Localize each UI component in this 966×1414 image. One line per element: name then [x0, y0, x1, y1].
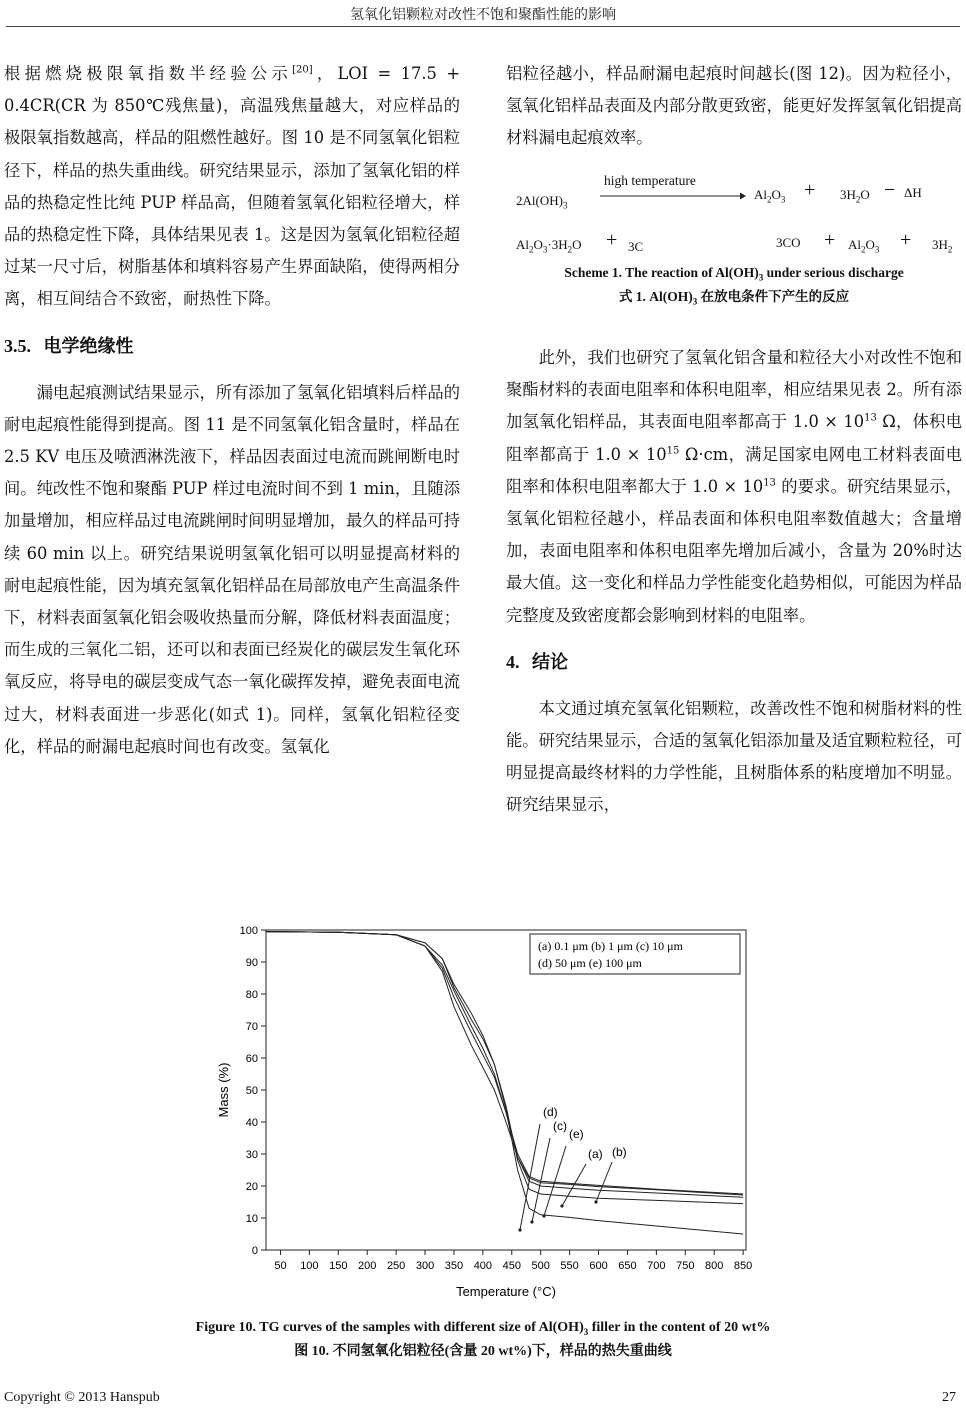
annotation-arrow-head	[560, 1204, 563, 1207]
x-tick-label: 350	[444, 1260, 464, 1272]
curve-annotation: (d)	[543, 1105, 558, 1119]
y-tick-label: 10	[245, 1213, 258, 1225]
x-tick-label: 400	[473, 1260, 493, 1272]
right-column	[506, 58, 962, 822]
curve-annotation: (c)	[553, 1119, 567, 1133]
minus-sign: −	[884, 178, 896, 201]
page-number: 27	[942, 1390, 956, 1405]
plot-frame	[266, 930, 746, 1250]
y-tick-label: 80	[245, 989, 258, 1001]
tg-chart-figure	[210, 920, 756, 1310]
x-tick-label: 300	[415, 1260, 435, 1272]
x-tick-label: 650	[618, 1260, 637, 1272]
x-tick-label: 100	[300, 1260, 319, 1272]
x-axis-label: Temperature (°C)	[456, 1284, 556, 1299]
reaction-arrow	[600, 191, 746, 201]
heat-term: ΔH	[904, 184, 922, 200]
x-tick-label: 550	[560, 1260, 579, 1272]
product-water: $3H_2O$	[840, 186, 870, 205]
x-tick-label: 850	[733, 1260, 753, 1272]
y-tick-label: 70	[245, 1021, 258, 1033]
x-tick-label: 200	[358, 1260, 377, 1272]
y-tick-label: 20	[245, 1181, 258, 1193]
plus-sign: +	[824, 228, 836, 251]
annotation-arrow-head	[518, 1228, 521, 1231]
x-tick-label: 700	[647, 1260, 666, 1272]
section-heading-3-5: 3.5. 电学绝缘性	[4, 335, 134, 357]
annotation-arrow-head	[530, 1220, 533, 1223]
tg-chart	[210, 920, 756, 1310]
x-tick-label: 150	[329, 1260, 348, 1272]
product-co: 3CO	[776, 234, 801, 250]
figure-caption-en: Figure 10. TG curves of the samples with different size of $Al(OH)_3$ filler in the content of 20 wt%	[195, 1320, 771, 1337]
scheme-caption	[506, 263, 962, 312]
scheme-caption-cn: 式 1. $Al(OH)_3$ 在放电条件下产生的反应	[618, 289, 850, 307]
x-tick-label: 800	[705, 1260, 724, 1272]
y-axis-label: Mass (%)	[216, 1062, 231, 1118]
x-tick-label: 450	[502, 1260, 521, 1272]
y-tick-label: 90	[245, 957, 258, 969]
annotation-arrow-head	[542, 1214, 545, 1217]
running-head: 氢氧化铝颗粒对改性不饱和聚酯性能的影响	[350, 7, 616, 23]
x-tick-label: 250	[386, 1260, 406, 1272]
x-tick-label: 500	[531, 1260, 550, 1272]
paragraph-tracking: 漏电起痕测试结果显示，所有添加了氢氧化铝填料后样品的耐电起痕性能得到提高。图 11 是不同氢氧化铝含量时，样品在 2.5 KV 电压及喷洒淋洗液下，样品因表面过电流而跳闸断电时间。纯改性不饱和聚酯 PUP 样过电流时间不到 1 min，且随添加量增加，相应样品过电流跳闸时间明显增加，最久的样品可持续 60 min 以上。研究结果说明氢氧化铝可以明显提高材料的耐电起痕性能，因为填充氢氧化铝样品在局部放电产生高温条件下，材料表面氢氧化铝会吸收热量而分解，降低材料表面温度；而生成的三氧化二铝，还可以和表面已经炭化的碳层发生氧化环氧反应，将导电的碳层变成气态一氧化碳挥发掉，避免表面电流过大，材料表面进一步恶化(如式 1)。同样，氢氧化铝粒径变化，样品的耐漏电起痕时间也有改变。氢氧化	[4, 382, 460, 756]
curve-annotation: (e)	[569, 1127, 584, 1141]
paragraph-resistivity: 此外，我们也研究了氢氧化铝含量和粒径大小对改性不饱和聚酯材料的表面电阻率和体积电阻率，相应结果见表 2。所有添加氢氧化铝样品，其表面电阻率都高于 $1.0 \times 10^{13}$ Ω，体积电阻率都高于 $1.0 \times 10^{15}$ Ω·cm，满足国家电网电工材料表面电阻率和体积电阻率都大于 $1.0 \times 10^{13}$ 的要求。研究结果显示，氢氧化铝粒径越小，样品表面和体积电阻率数值越大；含量增加，表面电阻率和体积电阻率先增加后减小，含量为 20%时达最大值。这一变化和样品力学性能变化趋势相似，可能因为样品完整度及致密度都会影响到材料的电阻率。	[506, 347, 963, 625]
curve-annotation: (a)	[588, 1147, 603, 1161]
annotation-arrow-head	[594, 1200, 597, 1203]
section-heading-4: 4. 结论	[506, 651, 569, 673]
scheme-caption-en: Scheme 1. The reaction of $Al(OH)_3$ under serious discharge	[564, 264, 904, 283]
y-tick-label: 40	[245, 1117, 258, 1129]
paragraph-conclusion: 本文通过填充氢氧化铝颗粒，改善改性不饱和树脂材料的性能。研究结果显示，合适的氢氧化铝添加量及适宜颗粒粒径，可明显提高最终材料的力学性能，且树脂体系的粘度增加不明显。研究结果显示，	[506, 698, 962, 815]
y-tick-label: 0	[251, 1245, 258, 1257]
product-al2o3: $Al_2O_3$	[848, 236, 880, 255]
annotation-arrow	[520, 1124, 540, 1230]
header-rule	[6, 26, 960, 27]
reaction-scheme	[506, 172, 962, 257]
y-tick-label: 60	[245, 1053, 258, 1065]
x-tick-label: 600	[589, 1260, 608, 1272]
legend-entry: (d) 50 μm (e) 100 μm	[538, 956, 642, 970]
reaction-condition: high temperature	[604, 172, 696, 188]
left-column	[4, 58, 460, 763]
reactant-hydrate: $Al_2O_3\cdot 3H_2O$	[516, 236, 582, 255]
figure-caption	[0, 1318, 966, 1361]
tg-curve-1	[266, 932, 743, 1234]
figure-caption-cn: 图 10. 不同氢氧化铝粒径(含量 20 wt%)下，样品的热失重曲线	[294, 1343, 672, 1359]
curve-annotation: (b)	[612, 1145, 627, 1159]
x-tick-label: 50	[274, 1260, 287, 1272]
plus-sign: +	[900, 228, 912, 251]
paragraph-particle-size: 铝粒径越小，样品耐漏电起痕时间越长(图 12)。因为粒径小，氢氧化铝样品表面及内部分散更致密，能更好发挥氢氧化铝提高材料漏电起痕效率。	[506, 64, 962, 148]
plus-sign: +	[804, 178, 816, 201]
y-tick-label: 30	[245, 1149, 258, 1161]
reactant-aloh3: $2Al(OH)_3$	[516, 192, 568, 211]
reactant-carbon: 3C	[628, 238, 644, 254]
paragraph-loi: 根据燃烧极限氧指数半经验公示[20]，LOI = 17.5 + 0.4CR(CR 为 850℃残焦量)，高温残焦量越大，对应样品的极限氧指数越高，样品的阻燃性越好。图 10 是不同氢氧化铝粒径下，样品的热失重曲线。研究结果显示，添加了氢氧化铝的样品的热稳定性比纯 PUP 样品高，但随着氢氧化铝粒径增大，样品的热稳定性下降，具体结果见表 1。这是因为氢氧化铝粒径超过某一尺寸后，树脂基体和填料容易产生界面缺陷，使得两相分离，相互间结合不致密，耐热性下降。	[4, 64, 460, 309]
y-tick-label: 100	[239, 925, 258, 937]
y-tick-label: 50	[245, 1085, 258, 1097]
plus-sign: +	[606, 228, 618, 251]
product-hydrogen: $3H_2$	[932, 236, 953, 255]
citation[interactable]: [20]	[292, 64, 313, 76]
copyright: Copyright © 2013 Hanspub	[4, 1390, 160, 1405]
x-tick-label: 750	[676, 1260, 695, 1272]
annotation-arrow	[596, 1162, 612, 1202]
legend-entry: (a) 0.1 μm (b) 1 μm (c) 10 μm	[538, 939, 683, 953]
product-al2o3: $Al_2O_3$	[754, 186, 786, 205]
